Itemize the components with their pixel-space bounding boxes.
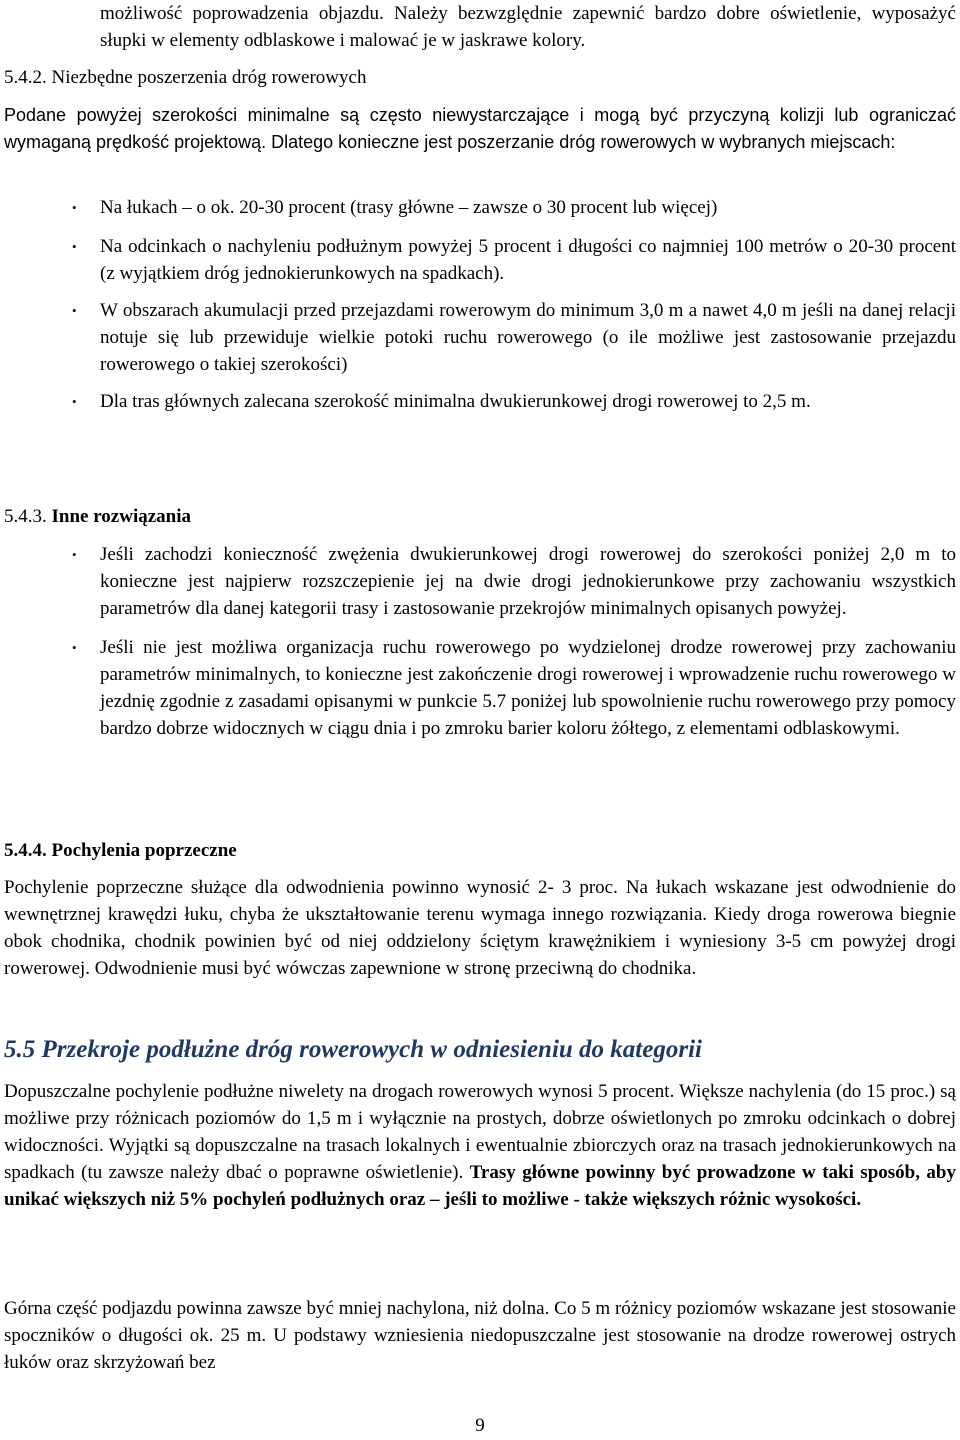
list-item: • Jeśli zachodzi konieczność zwężenia dwukierunkowej drogi rowerowej do szerokości poniżej 2,0 m to konieczne jest najpierw rozszczepienie jej na dwie drogi jednokierunkowe przy zachowaniu wszystkich parametrów dla danej kategorii trasy i zastosowanie przekrojów minimalnych opisanych powyżej. (4, 541, 956, 622)
paragraph-text: Dopuszczalne pochylenie podłużne niwelety na drogach rowerowych wynosi 5 procent. Większe nachylenia (do 15 proc.) są możliwe przy różnicach poziomów do 1,5 m i wyłącznie na prostych, dobrze oświetlonych po zmroku odcinkach o dobrej widoczności. Wyjątki są dopuszczalne na trasach lokalnych i ewentualnie zbiorczych oraz na trasach jednokierunkowych na spadkach (tu zawsze należy dbać o poprawne oświetlenie). Trasy główne powinny być prowadzone w taki sposób, aby unikać większych niż 5% pochyleń podłużnych oraz – jeśli to możliwe - także większych różnic wysokości. (4, 1081, 956, 1210)
section-5-4-3 (4, 503, 956, 530)
section-heading: 5.4.4. Pochylenia poprzeczne (4, 840, 237, 861)
section-5-5-paragraph (4, 1078, 956, 1213)
section-heading: 5.4.2. Niezbędne poszerzenia dróg rowerowych (4, 67, 367, 88)
section-heading: 5.5 Przekroje podłużne dróg rowerowych w odniesieniu do kategorii (4, 1036, 702, 1063)
paragraph-text: Górna część podjazdu powinna zawsze być mniej nachylona, niż dolna. Co 5 m różnicy poziomów wskazane jest stosowanie spoczników o długości ok. 25 m. U podstawy wzniesienia niedopuszczalne jest stosowanie na drodze rowerowej ostrych łuków oraz skrzyżowań bez (4, 1298, 956, 1373)
section-5-4-2-list (4, 194, 956, 415)
list-item: • W obszarach akumulacji przed przejazdami rowerowym do minimum 3,0 m a nawet 4,0 m jeśli na danej relacji notuje się lub przewiduje wielkie potoki ruchu rowerowego (o ile możliwe jest zastosowanie przejazdu rowerowego o takiej szerokości) (4, 297, 956, 378)
list-item: • Na łukach – o ok. 20-30 procent (trasy główne – zawsze o 30 procent lub więcej) (4, 194, 956, 221)
list-item: • Na odcinkach o nachyleniu podłużnym powyżej 5 procent i długości co najmniej 100 metrów o 20-30 procent (z wyjątkiem dróg jednokierunkowych na spadkach). (4, 233, 956, 287)
list-item: • Jeśli nie jest możliwa organizacja ruchu rowerowego po wydzielonej drodze rowerowej przy zachowaniu parametrów minimalnych, to konieczne jest zakończenie drogi rowerowej i wprowadzenie ruchu rowerowego w jezdnię zgodnie z zasadami opisanymi w punkcie 5.7 poniżej lub spowolnienie ruchu rowerowego przy pomocy bardzo dobrze widocznych w ciągu dnia i po zmroku barier koloru żółtego, z elementami odblaskowymi. (4, 634, 956, 742)
section-5-4-2 (4, 64, 956, 91)
page-number: 9 (475, 1415, 485, 1436)
section-5-4-3-list (4, 541, 956, 742)
list-item: • Dla tras głównych zalecana szerokość minimalna dwukierunkowej drogi rowerowej to 2,5 m. (4, 388, 956, 415)
section-heading: 5.4.3. Inne rozwiązania (4, 506, 192, 527)
paragraph-text: Podane powyżej szerokości minimalne są często niewystarczające i mogą być przyczyną kolizji lub ograniczać wymaganą prędkość projektową. Dlatego konieczne jest poszerzanie dróg rowerowych w wybranych miejscach: (4, 105, 956, 152)
section-5-4-2-paragraph (4, 102, 956, 156)
section-5-5-paragraph-2 (4, 1295, 956, 1376)
intro-text: możliwość poprowadzenia objazdu. Należy bezwzględnie zapewnić bardzo dobre oświetlenie, wyposażyć słupki w elementy odblaskowe i malować je w jaskrawe kolory. (100, 3, 956, 51)
section-5-4-4 (4, 837, 956, 864)
section-5-4-4-paragraph (4, 874, 956, 982)
paragraph-text: Pochylenie poprzeczne służące dla odwodnienia powinno wynosić 2- 3 proc. Na łukach wskazane jest odwodnienie do wewnętrznej krawędzi łuku, chyba że ukształtowanie terenu wymaga innego rozwiązania. Kiedy droga rowerowa biegnie obok chodnika, chodnik powinien być od niej oddzielony ściętym krawężnikiem i wyniesiony 3-5 cm powyżej drogi rowerowej. Odwodnienie musi być wówczas zapewnione w stronę przeciwną do chodnika. (4, 877, 956, 979)
intro-paragraph (4, 0, 956, 54)
section-5-5 (4, 1034, 956, 1066)
